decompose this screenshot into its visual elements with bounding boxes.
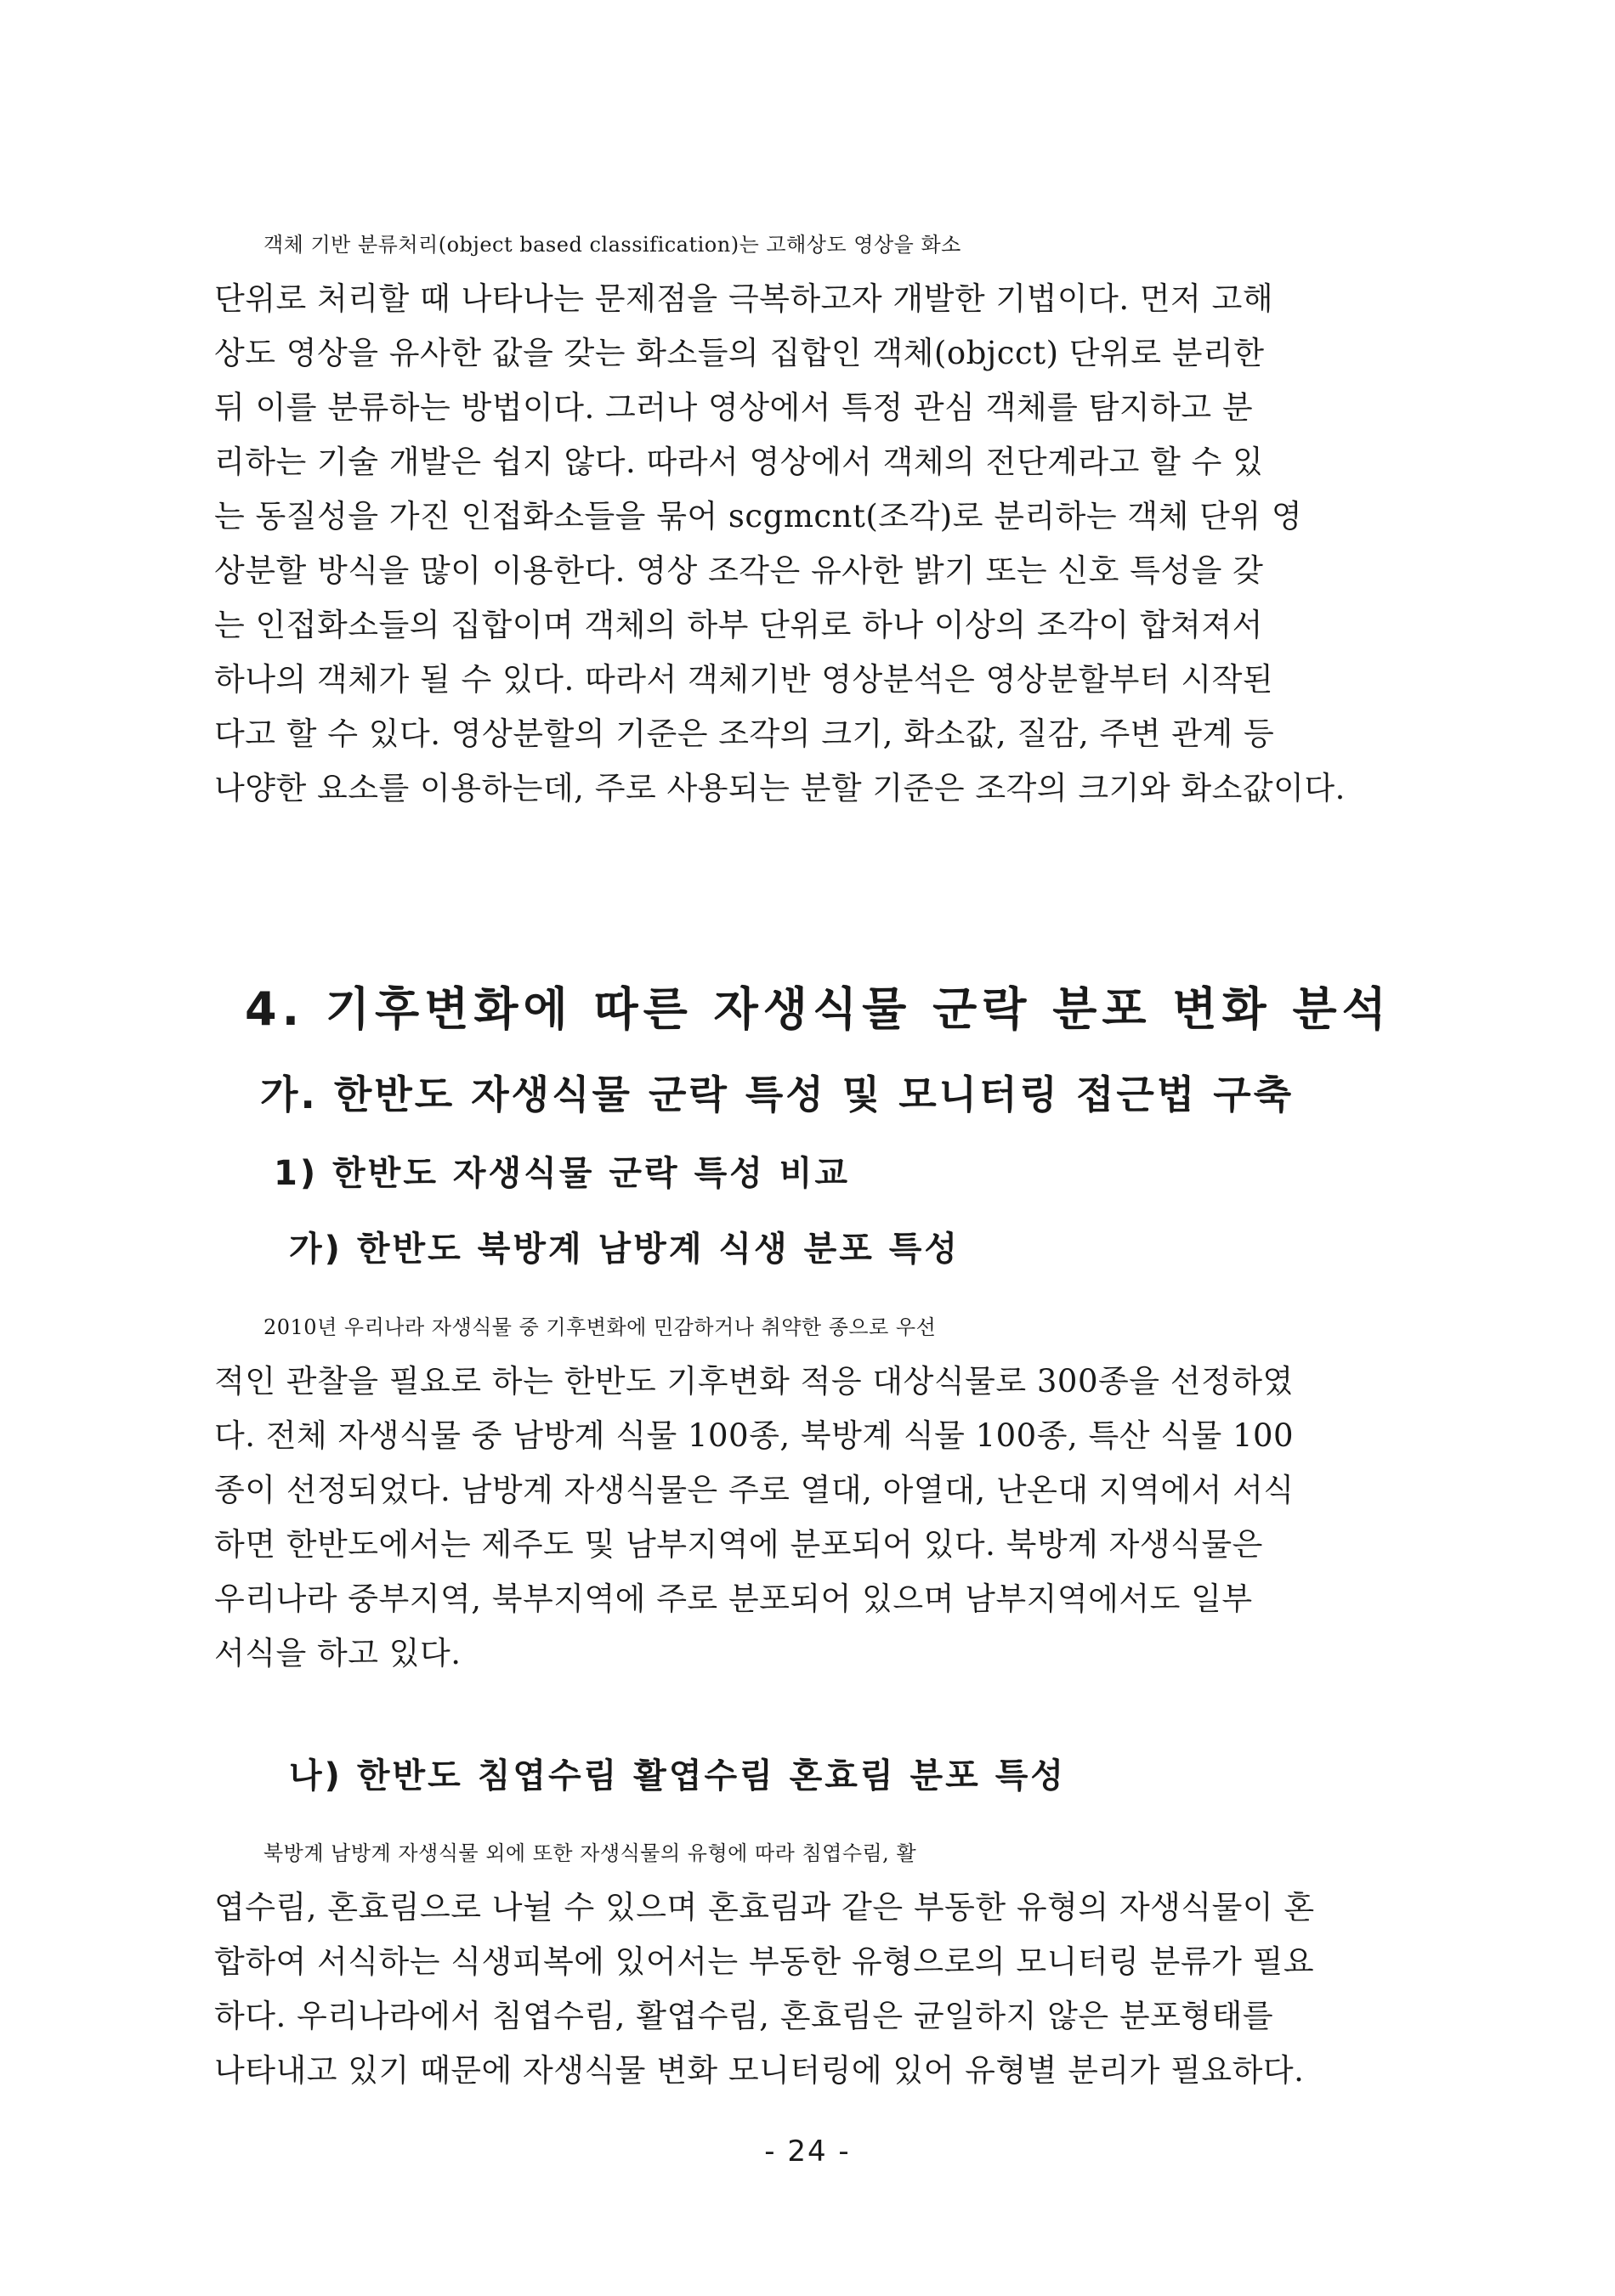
subsubsection-heading-1: 1) 한반도 자생식물 군락 특성 비교	[274, 1154, 851, 1193]
paragraph-object-based-classification	[214, 218, 1404, 816]
text-line: 뒤 이를 분류하는 방법이다. 그러나 영상에서 특정 관심 객체를 탐지하고 분	[214, 389, 1254, 426]
text-line: 서식을 하고 있다.	[214, 1635, 462, 1671]
text-line: 는 인접화소들의 집합이며 객체의 하부 단위로 하나 이상의 조각이 합쳐져서	[214, 607, 1263, 643]
subsection-heading-ga: 가. 한반도 자생식물 군락 특성 및 모니터링 접근법 구축	[260, 1072, 1295, 1117]
text-line: 우리나라 중부지역, 북부지역에 주로 분포되어 있으며 남부지역에서도 일부	[214, 1581, 1253, 1617]
text-line: 단위로 처리할 때 나타나는 문제점을 극복하고자 개발한 기법이다. 먼저 고해	[214, 280, 1274, 317]
text-line: 상도 영상을 유사한 값을 갖는 화소들의 집합인 객체(objcct) 단위로 분리한	[214, 335, 1265, 371]
text-line: 다. 전체 자생식물 중 남방계 식물 100종, 북방계 식물 100종, 특산 식물 100	[214, 1417, 1295, 1454]
text-line: 북방계 남방계 자생식물 외에 또한 자생식물의 유형에 따라 침엽수림, 활	[264, 1841, 917, 1865]
text-line: 하면 한반도에서는 제주도 및 남부지역에 분포되어 있다. 북방계 자생식물은	[214, 1526, 1263, 1563]
text-line: 적인 관찰을 필요로 하는 한반도 기후변화 적응 대상식물로 300종을 선정하였	[214, 1363, 1294, 1400]
text-line: 2010년 우리나라 자생식물 중 기후변화에 민감하거나 취약한 종으로 우선	[264, 1315, 937, 1339]
text-line: 는 동질성을 가진 인접화소들을 묶어 scgmcnt(조각)로 분리하는 객체 단위 영	[214, 498, 1303, 534]
text-line: 엽수림, 혼효림으로 나뉠 수 있으며 혼효림과 같은 부동한 유형의 자생식물이 혼	[214, 1889, 1315, 1926]
text-line: 리하는 기술 개발은 쉽지 않다. 따라서 영상에서 객체의 전단계라고 할 수 있	[214, 444, 1264, 480]
paragraph-north-south-distribution	[214, 1300, 1404, 1681]
text-line: 하다. 우리나라에서 침엽수림, 활엽수림, 혼효림은 균일하지 않은 분포형태를	[214, 1998, 1274, 2034]
text-line: 나양한 요소를 이용하는데, 주로 사용되는 분할 기준은 조각의 크기와 화소값이다.	[214, 770, 1346, 806]
text-line: 다고 할 수 있다. 영상분할의 기준은 조각의 크기, 화소값, 질감, 주변 관계 등	[214, 715, 1275, 752]
item-heading-na: 나) 한반도 침엽수림 활엽수림 혼효림 분포 특성	[289, 1756, 1066, 1796]
paragraph-forest-type-distribution	[214, 1826, 1404, 2098]
section-heading-4: 4. 기후변화에 따른 자생식물 군락 분포 변화 분석	[245, 982, 1391, 1036]
item-heading-ga: 가) 한반도 북방계 남방계 식생 분포 특성	[289, 1230, 960, 1269]
text-line: 상분할 방식을 많이 이용한다. 영상 조각은 유사한 밝기 또는 신호 특성을 갖	[214, 552, 1264, 589]
text-line: 합하여 서식하는 식생피복에 있어서는 부동한 유형으로의 모니터링 분류가 필요	[214, 1943, 1315, 1980]
text-line: 나타내고 있기 때문에 자생식물 변화 모니터링에 있어 유형별 분리가 필요하다.	[214, 2052, 1305, 2089]
page-number: - 24 -	[764, 2135, 851, 2169]
text-line: 하나의 객체가 될 수 있다. 따라서 객체기반 영상분석은 영상분할부터 시작된	[214, 661, 1274, 698]
text-line: 객체 기반 분류처리(object based classification)는 고해상도 영상을 화소	[264, 233, 961, 257]
text-line: 종이 선정되었다. 남방계 자생식물은 주로 열대, 아열대, 난온대 지역에서 서식	[214, 1472, 1295, 1508]
